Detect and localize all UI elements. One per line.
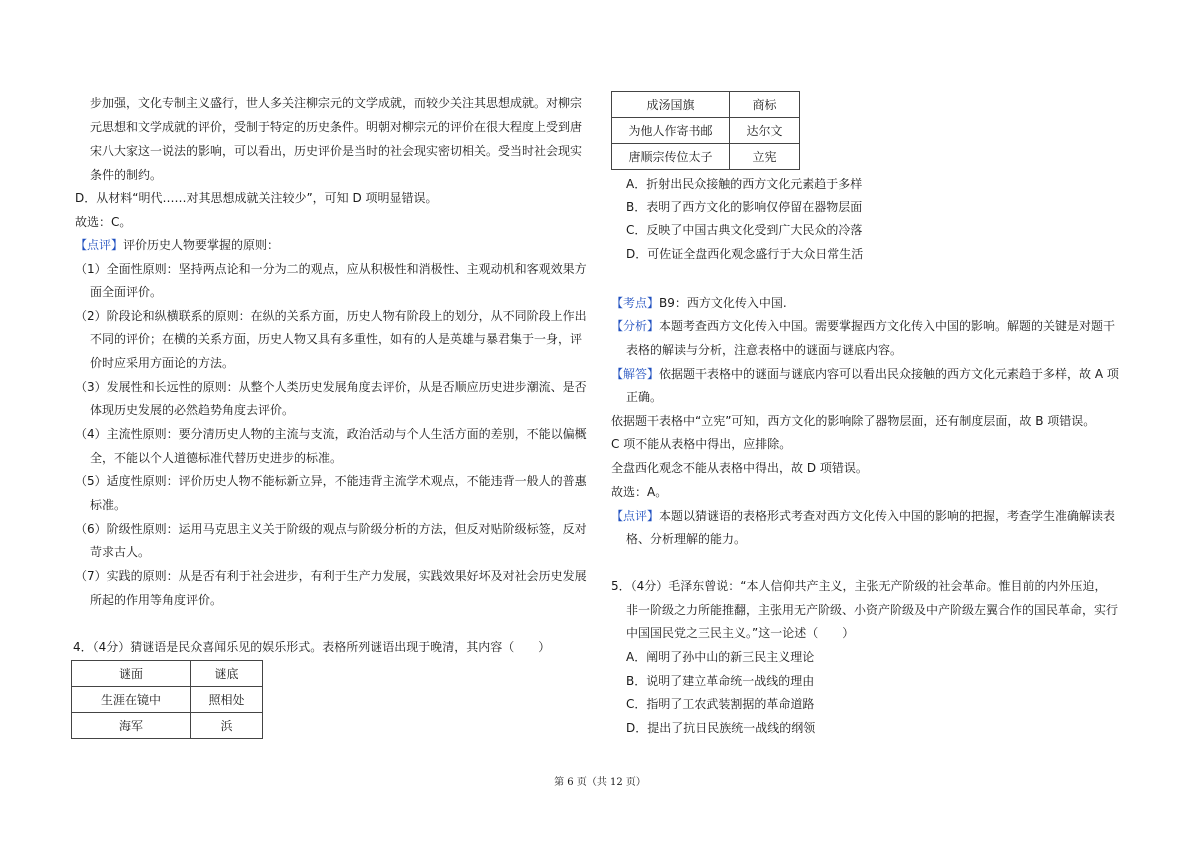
principle-line: （5）适度性原则：评价历史人物不能标新立异，不能违背主流学术观点，不能违背一般人的普惠 (75, 474, 587, 488)
q5-option-a: A．阐明了孙中山的新三民主义理论 (626, 650, 815, 664)
table-cell: 照相处 (191, 687, 263, 713)
review-line (75, 237, 279, 253)
table-row (612, 144, 800, 170)
table-cell: 浜 (191, 713, 263, 739)
question-5-stem: 中国国民党之三民主义。”这一论述（ ） (626, 626, 855, 640)
principle-line: 价时应采用方面论的方法。 (90, 356, 235, 370)
principle-line: 面全面评价。 (90, 285, 163, 299)
principle-line: 不同的评价；在横的关系方面，历史人物又具有多重性，如有的人是英雄与暴君集于一身，评 (90, 332, 583, 346)
question-5-stem: 5．（4分）毛泽东曾说：“本人信仰共产主义，主张无产阶级的社会革命。惟目前的内外压迫， (611, 579, 1107, 593)
kaodian-text: B9：西方文化传入中国. (659, 296, 787, 310)
principle-line: 苛求古人。 (90, 545, 151, 559)
table-cell: 为他人作寄书邮 (612, 118, 730, 144)
solution-line: 依据题干表格中“立宪”可知，西方文化的影响除了器物层面，还有制度层面，故 B 项错误。 (611, 414, 1096, 428)
jieda-text: 依据题干表格中的谜面与谜底内容可以看出民众接触的西方文化元素趋于多样，故 A 项 (659, 367, 1119, 381)
jieda-tag: 【解答】 (611, 367, 660, 381)
principle-line: 全，不能以个人道德标准代替历史进步的标准。 (90, 451, 343, 465)
principle-line: 所起的作用等角度评价。 (90, 593, 223, 607)
q4-option-d: D．可佐证全盘西化观念盛行于大众日常生活 (626, 247, 864, 261)
principle-line: 体现历史发展的必然趋势角度去评价。 (90, 403, 295, 417)
table-cell: 达尔文 (730, 118, 800, 144)
fenxi-tag: 【分析】 (611, 319, 660, 333)
q4-option-a: A．折射出民众接触的西方文化元素趋于多样 (626, 177, 863, 191)
table-cell: 成汤国旗 (612, 92, 730, 118)
jieda-line (611, 366, 1119, 382)
review-text: 评价历史人物要掌握的原则： (123, 238, 280, 252)
principle-line: 标准。 (90, 498, 127, 512)
table-row (612, 92, 800, 118)
table-cell: 谜面 (72, 661, 191, 687)
q5-option-b: B．说明了建立革命统一战线的理由 (626, 674, 815, 688)
table-cell: 商标 (730, 92, 800, 118)
riddle-table-right (611, 91, 800, 170)
dianping-tag: 【点评】 (611, 509, 660, 523)
q4-option-b: B．表明了西方文化的影响仅停留在器物层面 (626, 200, 863, 214)
analysis-line: 条件的制约。 (90, 168, 163, 182)
fenxi-text: 本题考查西方文化传入中国。需要掌握西方文化传入中国的影响。解题的关键是对题干 (659, 319, 1116, 333)
table-cell: 谜底 (191, 661, 263, 687)
page-footer: 第 6 页（共 12 页） (554, 777, 646, 788)
jieda-line: 正确。 (626, 390, 663, 404)
review-tag: 【点评】 (75, 238, 124, 252)
table-row (72, 661, 263, 687)
principle-line: （1）全面性原则：坚持两点论和一分为二的观点，应从积极性和消极性、主观动机和客观效果方 (75, 262, 587, 276)
q4-option-c: C．反映了中国古典文化受到广大民众的冷落 (626, 223, 863, 237)
analysis-line: 宋八大家这一说法的影响，可以看出，历史评价是当时的社会现实密切相关。受当时社会现实 (90, 144, 583, 158)
answer-line: 故选：C。 (75, 215, 132, 229)
kaodian-tag: 【考点】 (611, 296, 660, 310)
principle-line: （4）主流性原则：要分清历史人物的主流与支流，政治活动与个人生活方面的差别，不能以偏概 (75, 427, 587, 441)
fenxi-line (611, 318, 1115, 334)
table-cell: 唐顺宗传位太子 (612, 144, 730, 170)
kaodian-line (611, 295, 787, 311)
option-d-note: D．从材料“明代……对其思想成就关注较少”，可知 D 项明显错误。 (75, 191, 438, 205)
dianping-text: 本题以猜谜语的表格形式考查对西方文化传入中国的影响的把握，考查学生准确解读表 (659, 509, 1116, 523)
dianping-line: 格、分析理解的能力。 (626, 532, 747, 546)
table-row (72, 687, 263, 713)
table-row (72, 713, 263, 739)
table-cell: 立宪 (730, 144, 800, 170)
question-5-stem: 非一阶级之力所能推翻，主张用无产阶级、小资产阶级及中产阶级左翼合作的国民革命，实行 (626, 603, 1119, 617)
analysis-line: 步加强，文化专制主义盛行，世人多关注柳宗元的文学成就，而较少关注其思想成就。对柳宗 (90, 96, 583, 110)
fenxi-line: 表格的解读与分析，注意表格中的谜面与谜底内容。 (626, 343, 903, 357)
analysis-line: 元思想和文学成就的评价，受制于特定的历史条件。明朝对柳宗元的评价在很大程度上受到唐 (90, 120, 583, 134)
principle-line: （2）阶段论和纵横联系的原则：在纵的关系方面，历史人物有阶段上的划分，从不同阶段上作出 (75, 309, 587, 323)
riddle-table-left (71, 660, 263, 739)
principle-line: （6）阶级性原则：运用马克思主义关于阶级的观点与阶级分析的方法，但反对贴阶级标签，反对 (75, 522, 587, 536)
principle-line: （3）发展性和长远性的原则：从整个人类历史发展角度去评价，从是否顺应历史进步潮流、是否 (75, 380, 587, 394)
table-cell: 生涯在镜中 (72, 687, 191, 713)
solution-line: 全盘西化观念不能从表格中得出，故 D 项错误。 (611, 461, 868, 475)
solution-line: 故选：A。 (611, 485, 668, 499)
q5-option-d: D．提出了抗日民族统一战线的纲领 (626, 721, 816, 735)
question-4-stem: 4．（4分）猜谜语是民众喜闻乐见的娱乐形式。表格所列谜语出现于晚清，其内容（ ） (73, 640, 551, 654)
principle-line: （7）实践的原则：从是否有利于社会进步，有利于生产力发展，实践效果好坏及对社会历史发展 (75, 569, 587, 583)
table-cell: 海军 (72, 713, 191, 739)
table-row (612, 118, 800, 144)
solution-line: C 项不能从表格中得出，应排除。 (611, 437, 792, 451)
dianping-line (611, 508, 1115, 524)
q5-option-c: C．指明了工农武装割据的革命道路 (626, 697, 815, 711)
